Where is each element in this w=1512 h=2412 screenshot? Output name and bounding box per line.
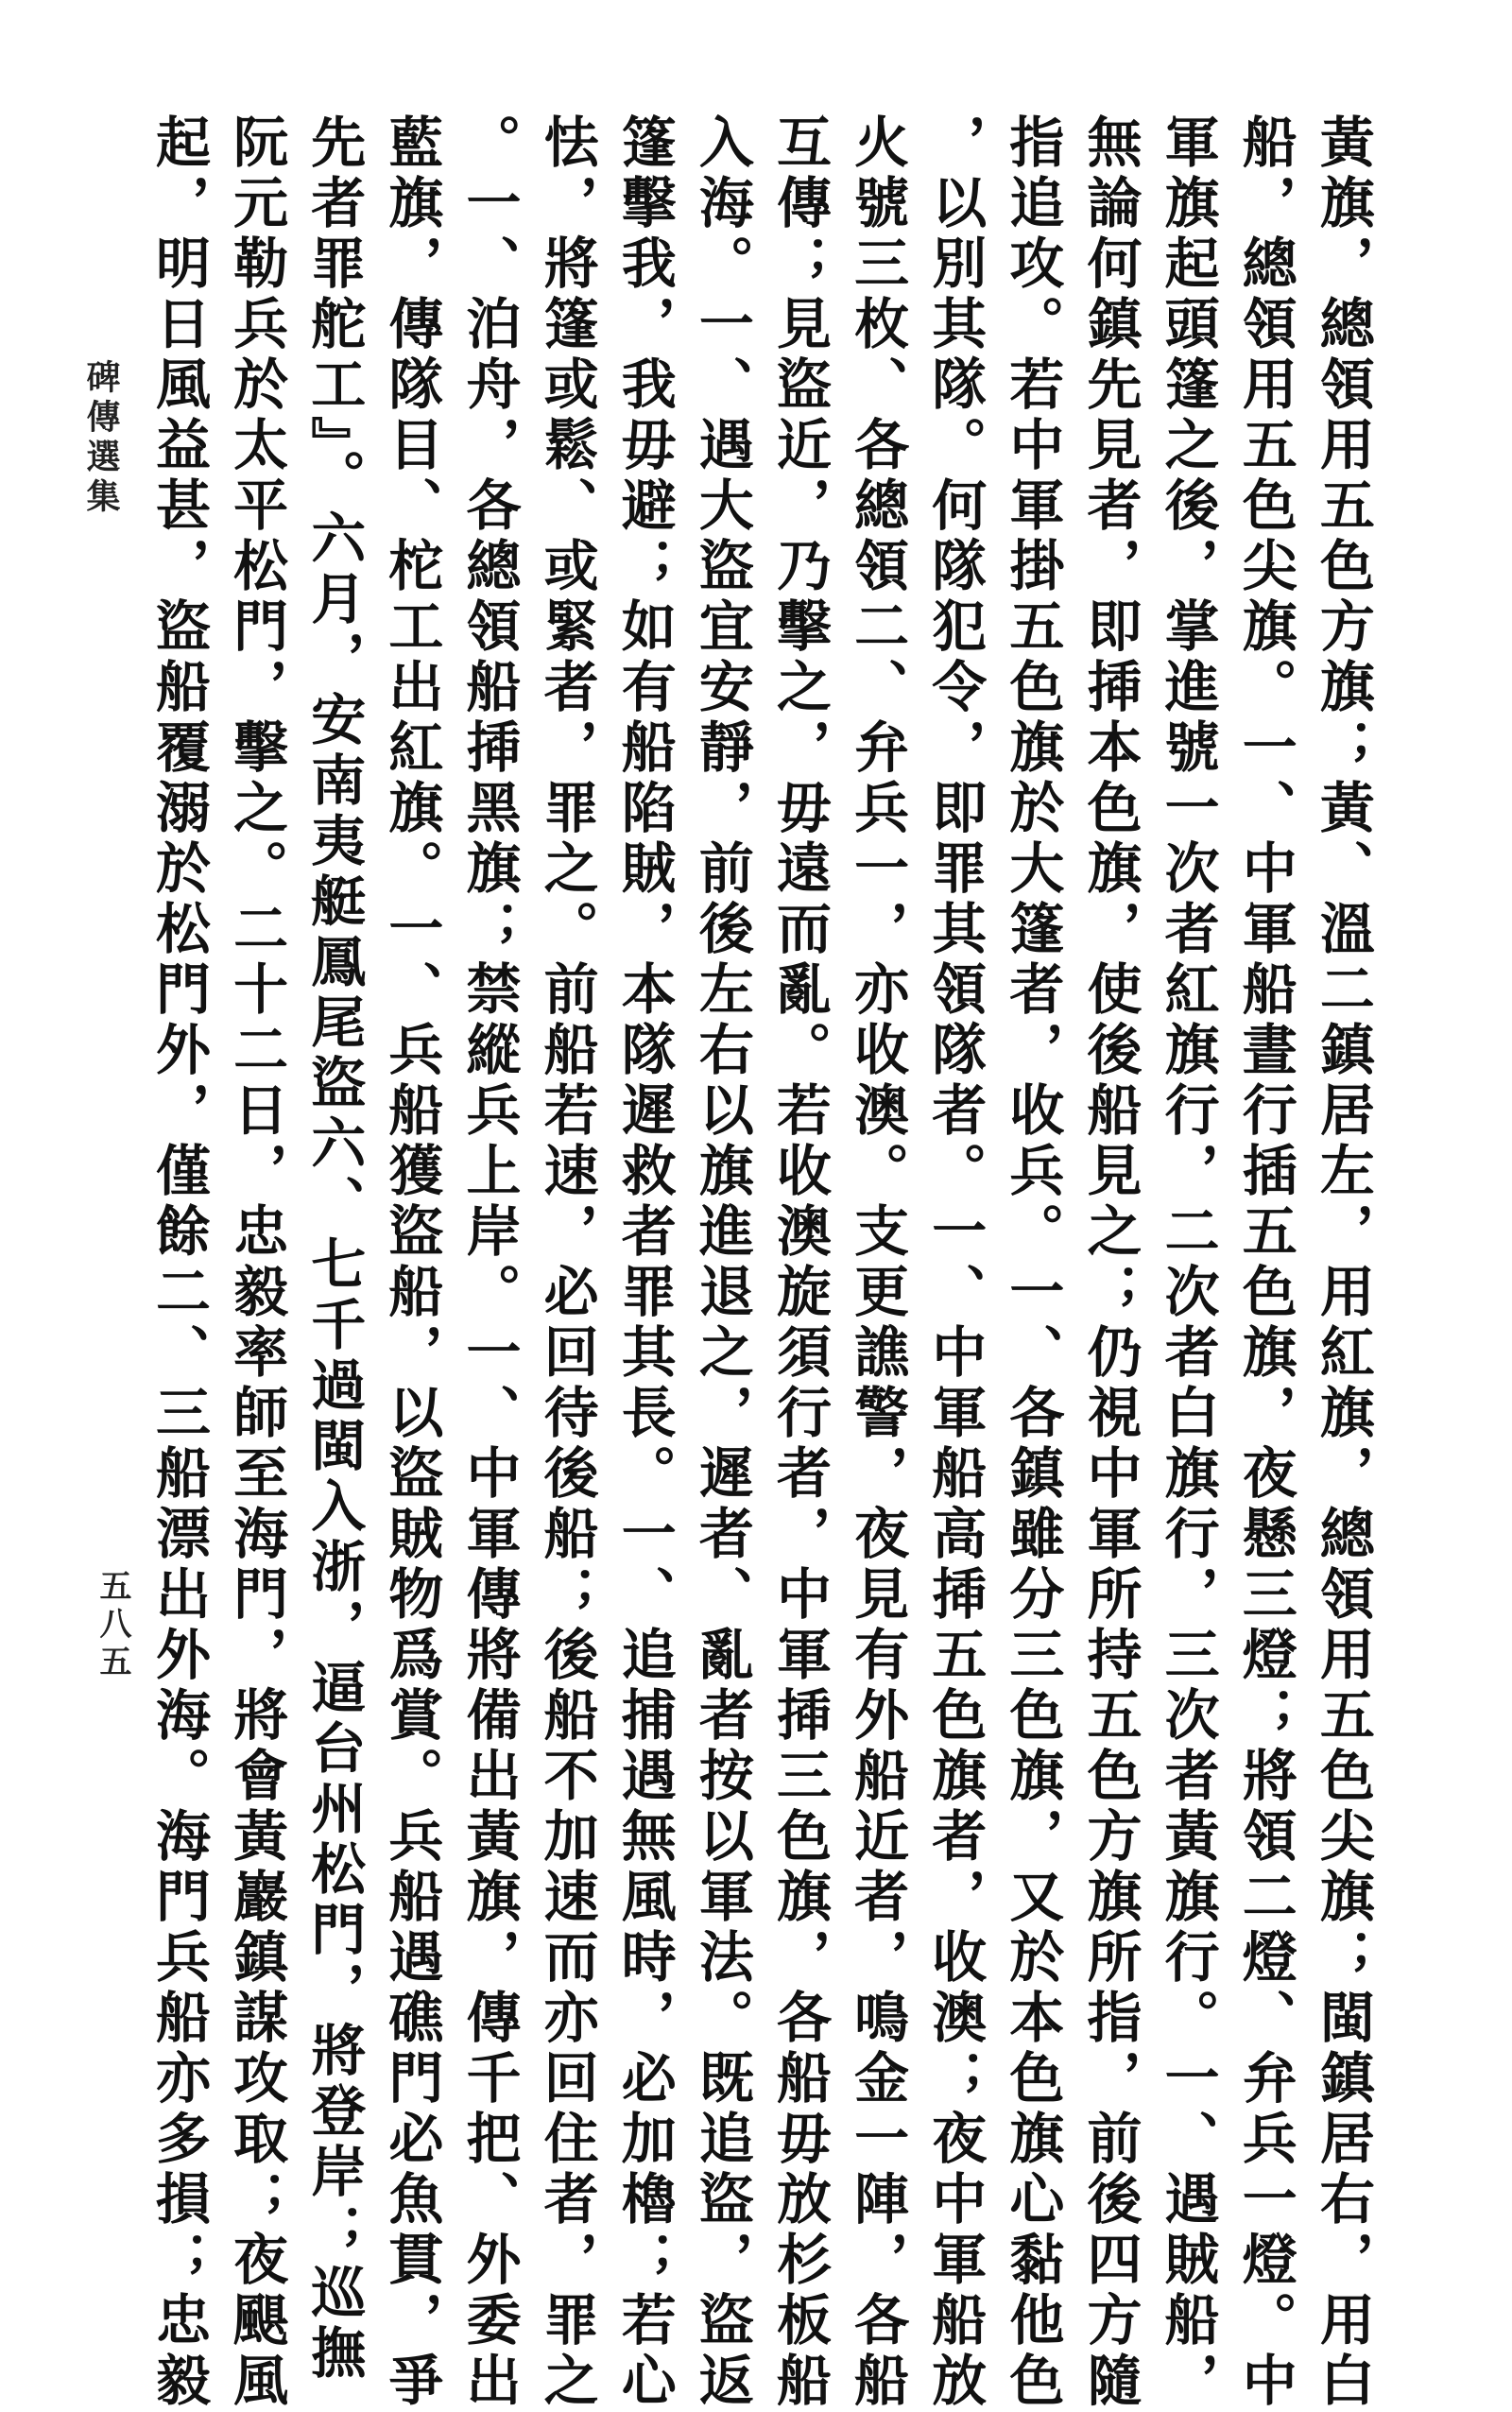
text-column-4: 無論何鎮先見者，即揷本色旗，使後船見之；仍視中軍所持五色方旗所指，前後四方隨 xyxy=(1077,113,1143,2412)
text-column-5: 指追攻。若中軍掛五色旗於大篷者，收兵。一、各鎮雖分三色旗，又於本色旗心黏他色 xyxy=(1000,113,1065,2412)
text-column-13: 藍旗，傳隊目、柁工出紅旗。一、兵船獲盜船，以盜賊物爲賞。兵船遇礁門必魚貫，爭 xyxy=(379,113,444,2412)
text-column-7: 火號三枚、各總領二、弁兵一，亦收澳。支更譙警，夜見有外船近者，鳴金一陣，各船 xyxy=(845,113,910,2412)
vertical-text-body xyxy=(146,113,1375,2412)
text-column-9: 入海。一、遇大盜宜安靜，前後左右以旗進退之，遲者、亂者按以軍法。既追盜，盜返 xyxy=(689,113,754,2412)
text-column-8: 互傳；見盜近，乃擊之，毋遠而亂。若收澳旋須行者，中軍揷三色旗，各船毋放杉板船 xyxy=(767,113,832,2412)
text-column-3: 軍旗起頭篷之後，掌進號一次者紅旗行，二次者白旗行，三次者黃旗行。一、遇賊船， xyxy=(1155,113,1220,2412)
text-column-11: 怯，將篷或鬆、或緊者，罪之。前船若速，必回待後船；後船不加速而亦回住者，罪之 xyxy=(534,113,599,2412)
text-column-16: 起，明日風益甚，盜船覆溺於松門外，僅餘二、三船漂出外海。海門兵船亦多損；忠毅 xyxy=(146,113,211,2412)
text-column-1: 黃旗，總領用五色方旗；黃、溫二鎮居左，用紅旗，總領用五色尖旗；閩鎮居右，用白 xyxy=(1310,113,1375,2412)
running-header-book-title: 碑傳選集 xyxy=(81,359,121,518)
text-column-12: 。一、泊舟，各總領船揷黑旗；禁縱兵上岸。一、中軍傳將備出黃旗，傳千把、外委出 xyxy=(456,113,522,2412)
text-column-14: 先者罪舵工』。六月，安南夷艇鳳尾盜六、七千過閩入浙，逼台州松門，將登岸；巡撫 xyxy=(301,113,367,2385)
page-number: 五八五 xyxy=(94,1569,131,1682)
text-column-15: 阮元勒兵於太平松門，擊之。二十二日，忠毅率師至海門，將會黃巖鎮謀攻取；夜颶風 xyxy=(224,113,289,2412)
text-column-10: 篷擊我，我毋避；如有船陷賊，本隊遲救者罪其長。一、追捕遇無風時，必加櫓；若心 xyxy=(611,113,677,2412)
text-column-2: 船，總領用五色尖旗。一、中軍船晝行插五色旗，夜懸三燈；將領二燈、弁兵一燈。中 xyxy=(1232,113,1297,2412)
text-column-6: ，以別其隊。何隊犯令，即罪其領隊者。一、中軍船高揷五色旗者，收澳；夜中軍船放 xyxy=(922,113,988,2412)
